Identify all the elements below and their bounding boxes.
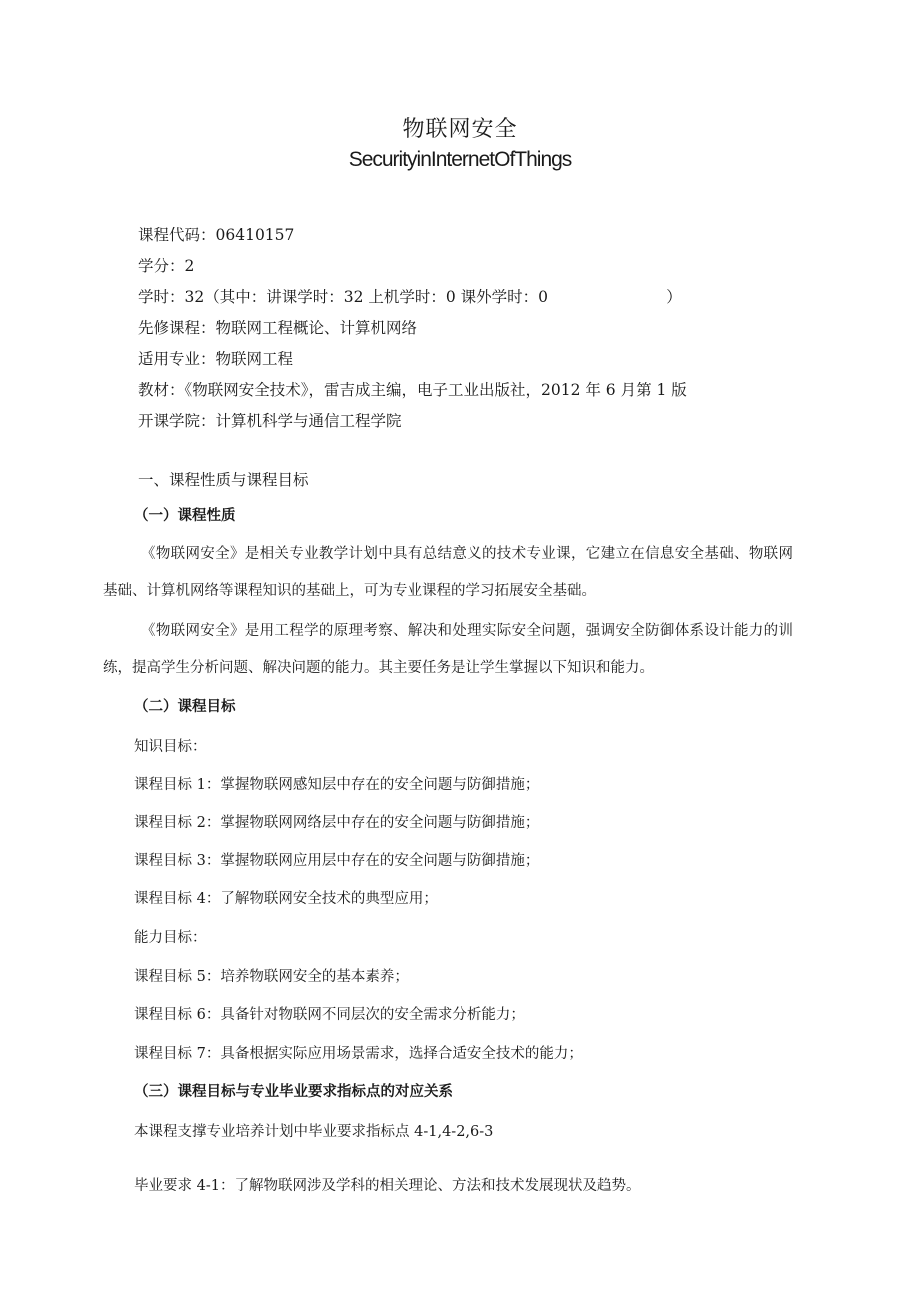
goal-item: 课程目标 2：掌握物联网网络层中存在的安全问题与防御措施； (134, 815, 540, 831)
goal-item: 课程目标 3：掌握物联网应用层中存在的安全问题与防御措施； (134, 853, 540, 869)
course-code: 课程代码：06410157 (138, 226, 295, 244)
course-title-en: SecurityinInternetOfThings (348, 148, 572, 171)
graduation-requirement: 毕业要求 4-1：了解物联网涉及学科的相关理论、方法和技术发展现状及趋势。 (134, 1178, 641, 1194)
section-heading: 一、课程性质与课程目标 (138, 471, 309, 489)
support-statement: 本课程支撑专业培养计划中毕业要求指标点 4-1,4-2,6-3 (134, 1124, 494, 1140)
offering-college: 开课学院：计算机科学与通信工程学院 (138, 412, 402, 430)
goal-item: 课程目标 4：了解物联网安全技术的典型应用； (134, 891, 438, 907)
applicable-major: 适用专业：物联网工程 (138, 350, 294, 368)
prerequisites: 先修课程：物联网工程概论、计算机网络 (138, 319, 418, 337)
subsection-heading-mapping: （三）课程目标与专业毕业要求指标点的对应关系 (134, 1084, 453, 1100)
paragraph: 《物联网安全》是用工程学的原理考察、解决和处理实际安全问题，强调安全防御体系设计能力的训练，提高学生分析问题、解决问题的能力。其主要任务是让学生掌握以下知识和能力。 (103, 623, 793, 676)
goal-item: 课程目标 6：具备针对物联网不同层次的安全需求分析能力； (134, 1007, 525, 1023)
paragraph: 《物联网安全》是相关专业教学计划中具有总结意义的技术专业课，它建立在信息安全基础、物联网基础、计算机网络等课程知识的基础上，可为专业课程的学习拓展安全基础。 (103, 546, 793, 599)
course-info-block (138, 220, 687, 437)
subsection-heading-goals: （二）课程目标 (134, 699, 236, 715)
course-credits: 学分：2 (138, 257, 195, 275)
goal-item: 课程目标 1：掌握物联网感知层中存在的安全问题与防御措施； (134, 777, 540, 793)
subsection-heading-nature: （一）课程性质 (134, 508, 236, 524)
ability-goals-label: 能力目标： (134, 930, 207, 946)
course-title-cn: 物联网安全 (402, 117, 518, 142)
goal-item: 课程目标 5：培养物联网安全的基本素养； (134, 969, 409, 985)
knowledge-goals-label: 知识目标： (134, 739, 207, 755)
textbook: 教材：《物联网安全技术》，雷吉成主编，电子工业出版社，2012 年 6 月第 1 版 (138, 381, 687, 399)
course-hours: 学时：32（其中：讲课学时：32 上机学时：0 课外学时：0 ） (138, 288, 682, 306)
goal-item: 课程目标 7：具备根据实际应用场景需求，选择合适安全技术的能力； (134, 1046, 583, 1062)
